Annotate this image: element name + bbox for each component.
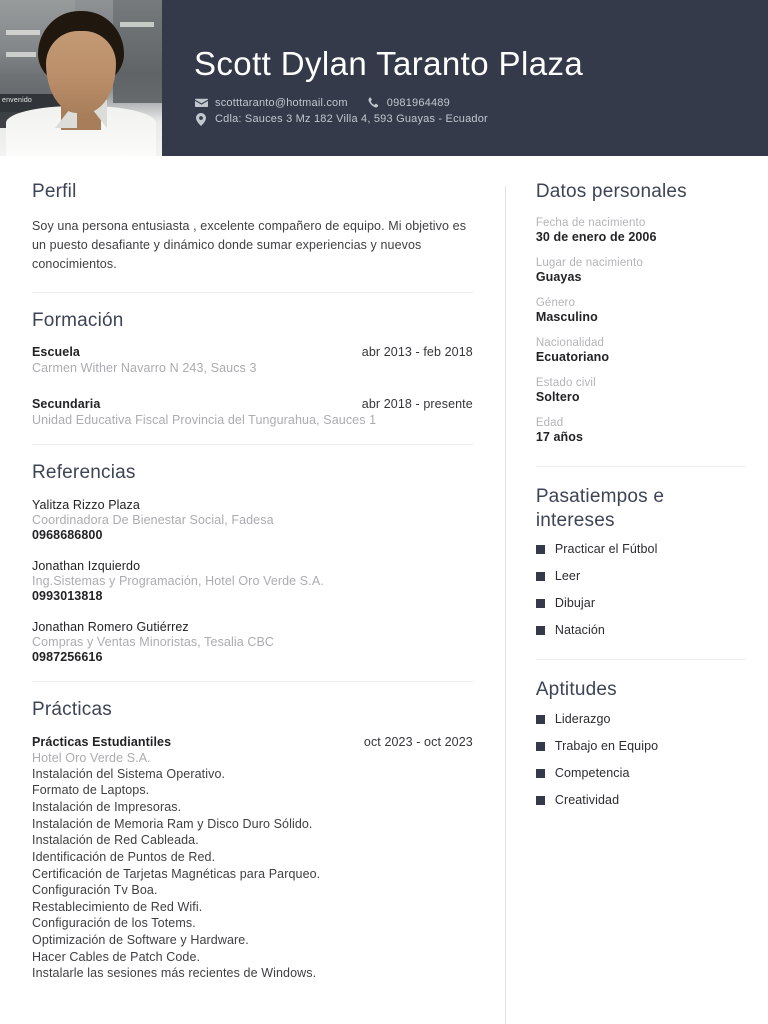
square-bullet-icon <box>536 545 545 554</box>
practice-task: Identificación de Puntos de Red. <box>32 849 216 864</box>
section-formacion <box>32 309 473 428</box>
square-bullet-icon <box>536 572 545 581</box>
contact-address-text: Cdla: Sauces 3 Mz 182 Villa 4, 593 Guayas - Ecuador <box>215 113 488 126</box>
practice-entry-subtitle: Hotel Oro Verde S.A. <box>32 750 151 765</box>
practice-task: Instalación de Impresoras. <box>32 800 182 814</box>
skill-item <box>536 712 746 726</box>
square-bullet-icon <box>536 742 545 751</box>
education-entry-date: abr 2013 - feb 2018 <box>361 345 473 360</box>
personal-field <box>536 417 746 444</box>
personal-field-value: Ecuatoriano <box>535 349 610 364</box>
section-referencias <box>32 461 473 664</box>
contact-email[interactable] <box>194 97 348 110</box>
section-title-aptitudes: Aptitudes <box>535 679 617 701</box>
practice-task: Configuración de los Totems. <box>32 916 196 931</box>
hobby-label: Practicar el Fútbol <box>554 542 658 557</box>
reference-role: Ing.Sistemas y Programación, Hotel Oro Verde S.A. <box>32 574 324 588</box>
section-perfil <box>32 180 473 275</box>
practice-task: Restablecimiento de Red Wifi. <box>32 899 203 914</box>
profile-text: Soy una persona entusiasta , excelente compañero de equipo. Mi objetivo es un puesto desafiante y dinámico donde sumar experiencias y nuevos conocimientos. <box>32 218 467 272</box>
section-title-formacion: Formación <box>32 309 124 331</box>
hobby-item <box>536 542 746 556</box>
hobby-label: Natación <box>554 623 605 638</box>
personal-field <box>536 297 746 324</box>
personal-field-label: Fecha de nacimiento <box>535 216 646 229</box>
section-divider <box>536 659 746 660</box>
contact-row-primary <box>194 97 768 110</box>
practice-entry-title: Prácticas Estudiantiles <box>32 734 172 749</box>
section-aptitudes <box>536 678 746 807</box>
reference-phone: 0987256616 <box>32 650 103 664</box>
resume-body <box>0 156 768 1024</box>
section-title-datos-personales: Datos personales <box>535 181 687 202</box>
left-column <box>0 156 505 1024</box>
personal-field <box>536 377 746 404</box>
hobby-item <box>536 596 746 610</box>
personal-field-value: Soltero <box>535 389 580 404</box>
hobby-item <box>536 623 746 637</box>
education-entry <box>32 397 473 427</box>
square-bullet-icon <box>536 769 545 778</box>
practice-task: Instalarle las sesiones más recientes de Windows. <box>32 966 317 981</box>
reference-name: Jonathan Izquierdo <box>32 559 141 573</box>
personal-field-label: Lugar de nacimiento <box>535 256 643 269</box>
practice-task: Instalación del Sistema Operativo. <box>32 766 226 781</box>
reference-phone: 0993013818 <box>32 589 103 603</box>
section-title-referencias: Referencias <box>32 462 136 484</box>
profile-photo <box>0 0 162 156</box>
education-entry-subtitle: Carmen Wither Navarro N 243, Saucs 3 <box>32 361 257 376</box>
section-divider <box>32 681 473 682</box>
education-entry-head <box>32 345 473 359</box>
contact-address[interactable] <box>194 113 488 126</box>
envelope-icon <box>194 97 208 110</box>
square-bullet-icon <box>536 599 545 608</box>
practice-task-list <box>32 766 473 982</box>
personal-field <box>536 257 746 284</box>
phone-icon <box>366 97 380 110</box>
section-divider <box>32 292 473 293</box>
practice-task: Instalación de Memoria Ram y Disco Duro Sólido. <box>32 816 313 831</box>
hobby-item <box>536 569 746 583</box>
contact-row-secondary <box>194 113 768 126</box>
photo-ceiling-light <box>6 30 40 35</box>
practice-entry-head <box>32 735 473 749</box>
contact-info <box>194 97 768 126</box>
education-entry-title: Escuela <box>32 345 80 360</box>
contact-email-text: scotttaranto@hotmail.com <box>215 97 348 110</box>
personal-field-value: 17 años <box>535 429 584 444</box>
personal-field-label: Género <box>535 296 576 309</box>
skill-label: Liderazgo <box>554 712 611 726</box>
personal-field-label: Estado civil <box>535 376 596 389</box>
right-column <box>506 156 768 1024</box>
personal-field-value: 30 de enero de 2006 <box>535 229 657 244</box>
photo-ceiling-light <box>6 52 36 57</box>
reference-name: Jonathan Romero Gutiérrez <box>32 620 189 634</box>
reference-item <box>32 559 473 603</box>
skill-label: Competencia <box>554 766 630 780</box>
practice-task: Certificación de Tarjetas Magnéticas para Parqueo. <box>32 866 321 881</box>
square-bullet-icon <box>536 796 545 805</box>
skill-item <box>536 793 746 807</box>
contact-phone[interactable] <box>366 97 450 110</box>
location-pin-icon <box>194 113 208 126</box>
square-bullet-icon <box>536 715 545 724</box>
skill-item <box>536 766 746 780</box>
education-entry-head <box>32 397 473 411</box>
practice-entry-date: oct 2023 - oct 2023 <box>363 734 473 749</box>
education-entry <box>32 345 473 375</box>
reference-role: Compras y Ventas Minoristas, Tesalia CBC <box>32 635 275 649</box>
page-title: Scott Dylan Taranto Plaza <box>194 45 584 82</box>
section-divider <box>536 466 746 467</box>
photo-sign-text: envenido <box>2 96 33 104</box>
reference-role: Coordinadora De Bienestar Social, Fadesa <box>32 513 274 527</box>
skill-label: Trabajo en Equipo <box>554 739 659 753</box>
education-entry-subtitle: Unidad Educativa Fiscal Provincia del Tungurahua, Sauces 1 <box>32 413 377 428</box>
photo-ceiling-light <box>120 22 154 27</box>
practice-task: Configuración Tv Boa. <box>32 883 158 898</box>
hobby-label: Leer <box>554 569 581 584</box>
personal-field <box>536 217 746 244</box>
personal-field-value: Masculino <box>535 309 598 324</box>
section-divider <box>32 444 473 445</box>
section-title-perfil: Perfil <box>32 181 77 202</box>
section-pasatiempos <box>536 485 746 638</box>
skill-label: Creatividad <box>554 793 620 807</box>
personal-field <box>536 337 746 364</box>
section-title-practicas: Prácticas <box>32 699 112 720</box>
practice-task: Optimización de Software y Hardware. <box>32 933 249 947</box>
header-text-block <box>162 0 768 156</box>
photo-face <box>46 31 116 113</box>
practice-task: Instalación de Red Cableada. <box>32 833 199 848</box>
practice-task: Formato de Laptops. <box>32 783 150 798</box>
hobby-label: Dibujar <box>554 596 596 611</box>
skill-item <box>536 739 746 753</box>
skills-list <box>536 712 746 807</box>
section-practicas <box>32 698 473 982</box>
reference-item <box>32 620 473 664</box>
section-datos-personales <box>536 180 746 444</box>
practice-entry <box>32 735 473 982</box>
contact-phone-text: 0981964489 <box>386 97 450 110</box>
square-bullet-icon <box>536 626 545 635</box>
education-entry-title: Secundaria <box>32 397 101 412</box>
reference-phone: 0968686800 <box>32 528 103 542</box>
personal-field-label: Nacionalidad <box>535 336 605 349</box>
section-title-pasatiempos: Pasatiempos e intereses <box>535 485 665 531</box>
reference-name: Yalitza Rizzo Plaza <box>32 498 140 512</box>
personal-field-value: Guayas <box>535 269 582 284</box>
personal-field-label: Edad <box>535 416 564 429</box>
reference-item <box>32 498 473 542</box>
resume-header <box>0 0 768 156</box>
practice-task: Hacer Cables de Patch Code. <box>32 949 201 964</box>
hobbies-list <box>536 542 746 637</box>
education-entry-date: abr 2018 - presente <box>361 397 473 412</box>
